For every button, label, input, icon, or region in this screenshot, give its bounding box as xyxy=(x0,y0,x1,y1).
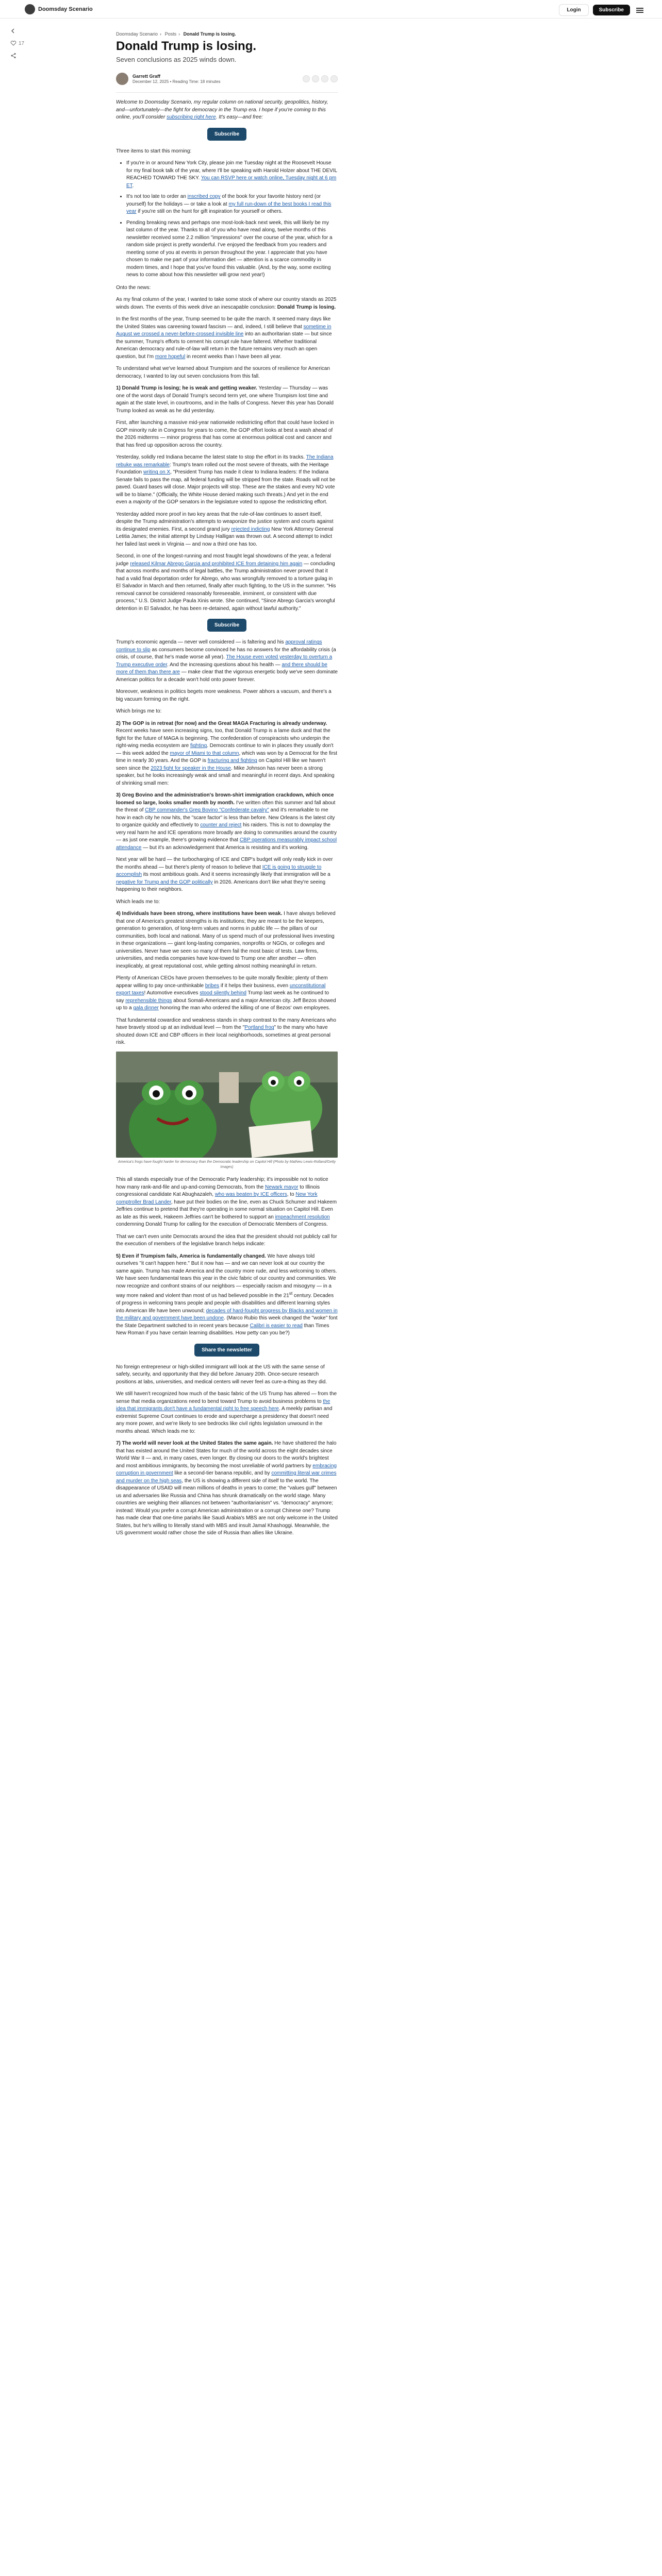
best-books-link[interactable]: my full run-down of the best books I read this year xyxy=(126,201,332,215)
breadcrumb-section[interactable]: Posts xyxy=(164,31,177,37)
paragraph: Plenty of American CEOs have proven themselves to be quite morally flexible; plenty of them appear willing to pay once-unthinkable bribes if it helps their business, even unconstitutional export taxes! Automotive executives stood silently behind Trump last week as he continued to say reprehensible things about Somali-Americans and a major American city. Jeff Bezos showed up to a gala dinner honoring the man who ordered the killing of one of Bezos' own employees. xyxy=(116,975,336,1011)
paragraph: Yesterday added more proof in two key areas that the rule-of-law continues to assert itself, despite the Trump administration's attempts to weaponize the justice system and courts against its designated enemies. First, a second grand jury rejected indicting New York Attorney General Letitia James; the initial attempt by Lindsay Halligan was thrown out. A second attempt to indict her failed last week in Virginia — and now a third one has too. xyxy=(116,511,334,547)
list-item: • Pending breaking news and perhaps one most-look-back next week, this will likely be my last column of the year. Thanks to all of you who have read along, twelve months of this newsletter received some 2.2 million "impressions" over the course of the year, which for a random side project is pretty wonderful. I've enjoyed the feedback from you readers and meeting some of you at events in person throughout the year. I appreciate that you have chosen to make me part of your information diet — attention is a scarce commodity in modern times, and I hope that you've found this valuable. (And, by the way, some exciting news to come about how this newsletter will grow next year!) xyxy=(126,219,338,279)
article-link[interactable]: more hopeful xyxy=(155,353,186,360)
article-link[interactable]: released Kilmar Abrego Garcia and prohibited ICE from detaining him again xyxy=(130,561,303,567)
paragraph: This all stands especially true of the Democratic Party leadership; it's impossible not to notice how many rank-and-file and up-and-coming Democrats, from the Newark mayor to Illinois congressional candidate Kat Abughazaleh, who was beaten by ICE officers, to New York comptroller Brad Lander, have put their bodies on the line, even as Chuck Schumer and Hakeem Jeffries continue to pretend that they're operating in some normal situation on Capitol Hill. Even as late as this week, Hakeem Jeffries can't be bothered to support an impeachment resolution condemning Donald Trump for calling for the execution of Democratic Members of Congress. xyxy=(116,1177,337,1228)
frog-protest-photo xyxy=(116,1052,338,1158)
like-button[interactable] xyxy=(10,40,24,46)
breadcrumb: Doomsday Scenario › Posts › Donald Trump is losing. xyxy=(116,31,236,37)
article-link[interactable]: fighting xyxy=(190,743,207,749)
list-item: • It's not too late to order an inscribed copy of the book for your favorite history nerd (or yourself) for the holidays — or take a look at my full run-down of the best books I read this year if you're still on the hunt for gift inspiration for yourself or others. xyxy=(126,193,338,216)
top-actions xyxy=(559,4,643,16)
conclusion-1: 1) Donald Trump is losing; he is weak and getting weaker. Yesterday — Thursday — was one of the worst days of Donald Trump's second term yet, one where Trumpism lost time and again at the state level, in courtrooms, and in the halls of Congress. Never this year has Donald Trump looked as weak as he did yesterday. xyxy=(116,385,334,414)
subscribe-button[interactable]: Subscribe xyxy=(207,128,246,141)
paragraph: We still haven't recognized how much of the basic fabric of the US Trump has altered — from the sense that media organizations need to bend toward Trump to avoid business problems to the idea that immigrants don't have a fundamental right to free speech here. A meekly partisan and extremist Supreme Court continues to erode and supercharge a presidency that doesn't need any more power, and we're likely to see bedrocks like civil rights legislation unwound in the months ahead. Which leads me to: xyxy=(116,1391,337,1434)
paragraph: Which leads me to: xyxy=(116,899,160,905)
paragraph: To understand what we've learned about Trumpism and the sources of resilience for American democracy, I wanted to lay out seven conclusions from this fall. xyxy=(116,366,330,379)
byline xyxy=(116,73,338,85)
share-newsletter-button[interactable]: Share the newsletter xyxy=(194,1344,259,1357)
article-link[interactable]: mayor of Miami to that column xyxy=(170,750,239,756)
items-list xyxy=(126,160,338,279)
article-link[interactable]: Portland frog xyxy=(244,1025,274,1031)
publication-brand[interactable] xyxy=(25,4,93,14)
article-link[interactable]: embracing corruption in government xyxy=(116,1463,337,1477)
article-subtitle: Seven conclusions as 2025 winds down. xyxy=(116,55,237,63)
author-name[interactable]: Garrett Graff xyxy=(133,74,161,79)
article-link[interactable]: New York comptroller Brad Lander xyxy=(116,1192,318,1205)
share-button[interactable] xyxy=(10,53,16,59)
paragraph: In the first months of the year, Trump seemed to be quite the march. It seemed many days like the United States was careening toward fascism — and, indeed, I still believe that sometime in August we crossed a never-before-crossed invisible line into an authoritarian state — but since the summer, Trump's efforts to cement his corrupt rule have faltered. Whether traditional American democracy and rule-of-law will return in the future remains very much an open question, but I'm more hopeful in recent weeks than I have been all year. xyxy=(116,316,332,360)
article-link[interactable]: and there should be more of them than there are xyxy=(116,662,327,675)
conclusion-4: 4) Individuals have been strong, where institutions have been weak. I have always believed that one of America's greatest strengths is its institutions; they are meant to be the keepers, generation to generation, of long-term values and norms in public life — the pillars of our communities, both local and national. Many of us spend much of our professional lives investing in these organizations — giant long-lasting companies, nonprofits or NGOs, or colleges and universities. Never have we seen so many of them fail the most basic of tests. Law firms, universities, and media companies have kow-towed to Trump one after another — often inexplicably, at great reputational cost, while getting almost nothing meaningful in return. xyxy=(116,911,336,969)
article-link[interactable]: bribes xyxy=(205,982,220,989)
list-item: • If you're in or around New York City, please join me Tuesday night at the Roosevelt House for my final book talk of the year, where I'll be speaking with Harold Holzer about THE DEVIL REACHED TOWARD THE SKY. You can RSVP here or watch online, Tuesday night at 6 pm ET. xyxy=(126,160,338,190)
article-link[interactable]: 2023 fight for speaker in the House xyxy=(151,765,231,771)
byline-text xyxy=(133,73,220,85)
paragraph: Yesterday, solidly red Indiana became the latest state to stop the effort in its tracks. The Indiana rebuke was remarkable: Trump's team rolled out the most severe of threats, with the Heritage Foundation writing on X, "President Trump has made it clear to Indiana leaders: If the Indiana Senate fails to pass the map, all federal funding will be stripped from the state. Roads will not be paved. Guard bases will close. Major projects will stop. These are the stakes and every NO vote will be to blame." (Officially, the White House denied making such threats.) And yet in the end even a majority of the GOP senators in the legislature voted to oppose the redistricting effort. xyxy=(116,454,336,505)
article-sidebar xyxy=(10,28,24,59)
lead-paragraph: Three items to start this morning: xyxy=(116,148,192,154)
subscribe-button[interactable]: Subscribe xyxy=(207,619,246,632)
conclusion-5: 5) Even if Trumpism fails, America is fundamentally changed. We have always told ourselves "it can't happen here." But it now has — and we can never look at our country the same again. Trump has made America and the country more rude, and less welcoming to others. We have seen fundamental tears this year in the civic fabric of our country and communities. We now recognize and confront strains of our neighbors — especially racism and misogyny — in a way more naked and violent than most of us had believed possible in the 21st century. Decades of progress in welcoming trans people and people with disabilities and different learning styles into American life have been unwound; decades of hard-fought progress by Blacks and women in the military and government have been undone. (Marco Rubio this week changed the "woke" font the State Department switched to in recent years because Calibri is easier to read than Times New Roman if you have certain learning disabilities. How petty can you be?) xyxy=(116,1253,338,1336)
article-link[interactable]: approval ratings continue to slip xyxy=(116,639,322,653)
article-link[interactable]: gala dinner xyxy=(133,1005,159,1011)
article-title: Donald Trump is losing. xyxy=(116,39,257,54)
photo-caption: America's frogs have fought harder for democracy than the Democratic leadership on Capitol Hill (Photo by Mathieu Lewis-Rolland/Getty Images) xyxy=(118,1160,336,1170)
paragraph: Next year will be hard — the turbocharging of ICE and CBP's budget will only really kick in over the months ahead — but there's plenty of reason to believe that ICE is going to struggle to accomplish its most ambitious goals. And it seems increasingly likely that immigration will be a negative for Trump and the GOP politically in 2026. Americans don't like what they're seeing happening to their neighbors. xyxy=(116,857,333,893)
article-link[interactable]: writing on X xyxy=(143,469,171,476)
share-facebook-icon[interactable] xyxy=(303,75,310,82)
article-link[interactable]: counter and reject xyxy=(200,822,242,828)
share-row xyxy=(303,75,338,82)
article-photo xyxy=(116,1052,338,1158)
paragraph: No foreign entrepreneur or high-skilled immigrant will look at the US with the same sense of safety, security, and opportunity that they did before January 20th. Once-secure research positions at labs, universities, and medical centers will never feel as cure-a-thing as they did. xyxy=(116,1364,327,1385)
share-email-icon[interactable] xyxy=(330,75,338,82)
article-link[interactable]: sometime in August we crossed a never-before-crossed invisible line xyxy=(116,324,332,337)
paragraph: That fundamental cowardice and weakness stands in sharp contrast to the many Americans who have bravely stood up at an individual level — from the "Portland frog" to the many who have shouted down ICE and CBP officers in their local neighborhoods, sometimes at great personal risk. xyxy=(116,1017,336,1046)
top-bar xyxy=(0,0,662,19)
back-button[interactable] xyxy=(10,28,16,34)
paragraph: First, after launching a massive mid-year nationwide redistricting effort that could have locked in GOP minority rule in Congress for years to come, the GOP effort looks at best a wash ahead of the 2026 midterms — minor progress that has come at enormous political cost and cancer and that has fired up opposition across the country. xyxy=(116,420,334,448)
like-count: 17 xyxy=(19,40,25,46)
menu-icon[interactable] xyxy=(636,8,643,13)
paragraph: That we can't even unite Democrats around the idea that the president should not publicly call for the execution of members of the legislative branch helps indicate: xyxy=(116,1233,337,1247)
breadcrumb-publication[interactable]: Doomsday Scenario xyxy=(116,31,158,37)
share-linkedin-icon[interactable] xyxy=(321,75,328,82)
paragraph: Second, in one of the longest-running and most fraught legal showdowns of the year, a federal judge released Kilmar Abrego Garcia and prohibited ICE from detaining him again — concluding that across months and months of legal battles, the Trump administration never proved that it had a valid final deportation order for Abrego, who was wrongfully removed to a torture gulag in El Salvador in March and then returned, finally after much fighting, to the US in the summer. "His removal cannot be considered reasonably foreseeable, imminent, or consistent with due process," U.S. District Judge Paula Xinis wrote. She continued, "Since Abrego Garcia's wrongful detention in El Salvador, he has been re-detained, again without lawful authority." xyxy=(116,553,336,612)
article-link[interactable]: CBP commander's Greg Bovino "Confederate cavalry" xyxy=(145,807,269,814)
share-x-icon[interactable] xyxy=(312,75,319,82)
paragraph: Which brings me to: xyxy=(116,708,162,715)
author-avatar[interactable] xyxy=(116,73,128,85)
share-icon xyxy=(10,53,16,59)
article-body xyxy=(116,31,338,1542)
article-link[interactable]: ICE is going to struggle to accomplish xyxy=(116,864,322,878)
onto-paragraph: Onto the news: xyxy=(116,284,151,291)
intro-paragraph: Welcome to Doomsday Scenario, my regular column on national security, geopolitics, history, and—unfortunately—the fight for democracy in the Trump era. I hope if you're coming to this online, you'll consider subscribing right here. It's easy—and free: xyxy=(116,99,328,121)
breadcrumb-current: Donald Trump is losing. xyxy=(183,31,236,37)
publication-name: Doomsday Scenario xyxy=(38,6,93,12)
arrow-left-icon xyxy=(10,28,16,34)
paragraph: Moreover, weakness in politics begets more weakness. Power abhors a vacuum, and there's a big vacuum forming on the right. xyxy=(116,689,332,702)
article-link[interactable]: reprehensible things xyxy=(125,997,172,1004)
rsvp-link[interactable]: You can RSVP here or watch online, Tuesday night at 6 pm ET xyxy=(126,175,337,189)
article-link[interactable]: stood silently behind xyxy=(200,990,246,996)
login-button[interactable]: Login xyxy=(559,4,588,16)
article-link[interactable]: committing literal war crimes and murder on the high seas xyxy=(116,1470,337,1484)
inscribed-copy-link[interactable]: inscribed copy xyxy=(187,194,221,200)
paragraph: Trump's economic agenda — never well considered — is faltering and his approval ratings continue to slip as consumers become convinced he has no answers for the affordability crisis (a crisis, of course, that he's made worse all year). The House even voted yesterday to overturn a Trump executive order. And the increasing questions about his health — and there should be more of them than there are — make clear that the vigorous energetic body we've seen dominate American politics for a decade won't hold onto power forever. xyxy=(116,639,338,683)
publication-logo-icon xyxy=(25,4,35,14)
article-link[interactable]: negative for Trump and the GOP politically xyxy=(116,879,213,885)
conclusion-3: 3) Greg Bovino and the administration's brown-shirt immigration crackdown, which once loomed so large, looks smaller month by month. I've written often this summer and fall about the threat of CBP commander's Greg Bovino "Confederate cavalry" and it's remarkable to me how in each city he now hits, the "scare factor" is less than before. New Orleans is the latest city to organize quickly and effectively to counter and reject his raiders. This is not to downplay the very real harm he and ICE operations more broadly are doing to communities around the country — as just one example, there's growing evidence that CBP operations measurably impact school attendance — but it's an acknowledgement that America is resisting and it's working. xyxy=(116,792,337,851)
article-link[interactable]: Newark mayor xyxy=(265,1184,299,1190)
conclusion-7: 7) The world will never look at the United States the same again. He have shattered the halo that has existed around the United States for much of the world across the eight decades since World War II — and, in many cases, even longer. By closing our doors to the world's brightest and most ambitious immigrants, by becoming the most unreliable of world partners by embracing corruption in government like a second-tier banana republic, and by committing literal war crimes and murder on the high seas, the US is showing a different side of itself to the world. The disappearance of USAID will mean millions of deaths in years to come; the "values gulf" between us and adversaries like Russia and China has shrunk dramatically on the world stage. Many countries are weighing their alliances not between "authoritarianism" vs. "democracy" anymore; instead: Would you prefer a corrupt American administration or a corrupt Chinese one? Trump has made clear that one-time pariahs like Saudi Arabia's MBS are not only welcome in the United States, but he's willing to literally stand with MBS and insult Jamal Khashoggi. Meanwhile, the US government would rather chose the side of Russia than allies like Ukraine. xyxy=(116,1440,338,1536)
article-link[interactable]: impeachment resolution xyxy=(275,1214,330,1220)
divider xyxy=(116,92,338,93)
article-link[interactable]: fracturing and fighting xyxy=(207,758,257,764)
paragraph: As my final column of the year, I wanted to take some stock of where our country stands as 2025 winds down. The events of this week drive an inescapable conclusion: Donald Trump is losing. xyxy=(116,297,337,310)
article-link[interactable]: the idea that immigrants don't have a fundamental right to free speech here xyxy=(116,1398,330,1412)
conclusion-2: 2) The GOP is in retreat (for now) and the Great MAGA Fracturing is already underway. Recent weeks have seen increasing signs, too, that Donald Trump is a lame duck and that the fight for the future of MAGA is beginning. The confederation of conspiracists who underpin the right-wing media ecosystem are fighting. Democrats continue to win in places they usually don't — this week added the mayor of Miami to that column, which was won by a Democrat for the first time in nearly 30 years. And the GOP is fracturing and fighting on Capitol Hill like we haven't seen since the 2023 fight for speaker in the House. Mike Johnson has never been a strong speaker, but he looks increasingly weak and small and meaningful in recent days. And speaking of shrinking small men: xyxy=(116,720,338,786)
article-link[interactable]: unconstitutional export taxes xyxy=(116,982,326,996)
subscribe-button-top[interactable]: Subscribe xyxy=(593,5,630,15)
article-link[interactable]: who was beaten by ICE officers xyxy=(214,1192,287,1198)
subscribe-inline-link[interactable]: subscribing right here xyxy=(167,114,216,121)
article-link[interactable]: CBP operations measurably impact school attendance xyxy=(116,837,337,851)
article-meta: December 12, 2025 • Reading Time: 18 minutes xyxy=(133,79,221,84)
article-link[interactable]: decades of hard-fought progress by Blacks and women in the military and government have been undone xyxy=(116,1308,338,1321)
article-link[interactable]: rejected indicting xyxy=(231,526,270,532)
heart-icon xyxy=(10,40,16,46)
article-link[interactable]: Calibri is easier to read xyxy=(250,1323,303,1329)
article-link[interactable]: The Indiana rebuke was remarkable xyxy=(116,454,334,468)
article-link[interactable]: The House even voted yesterday to overturn a Trump executive order xyxy=(116,654,333,668)
